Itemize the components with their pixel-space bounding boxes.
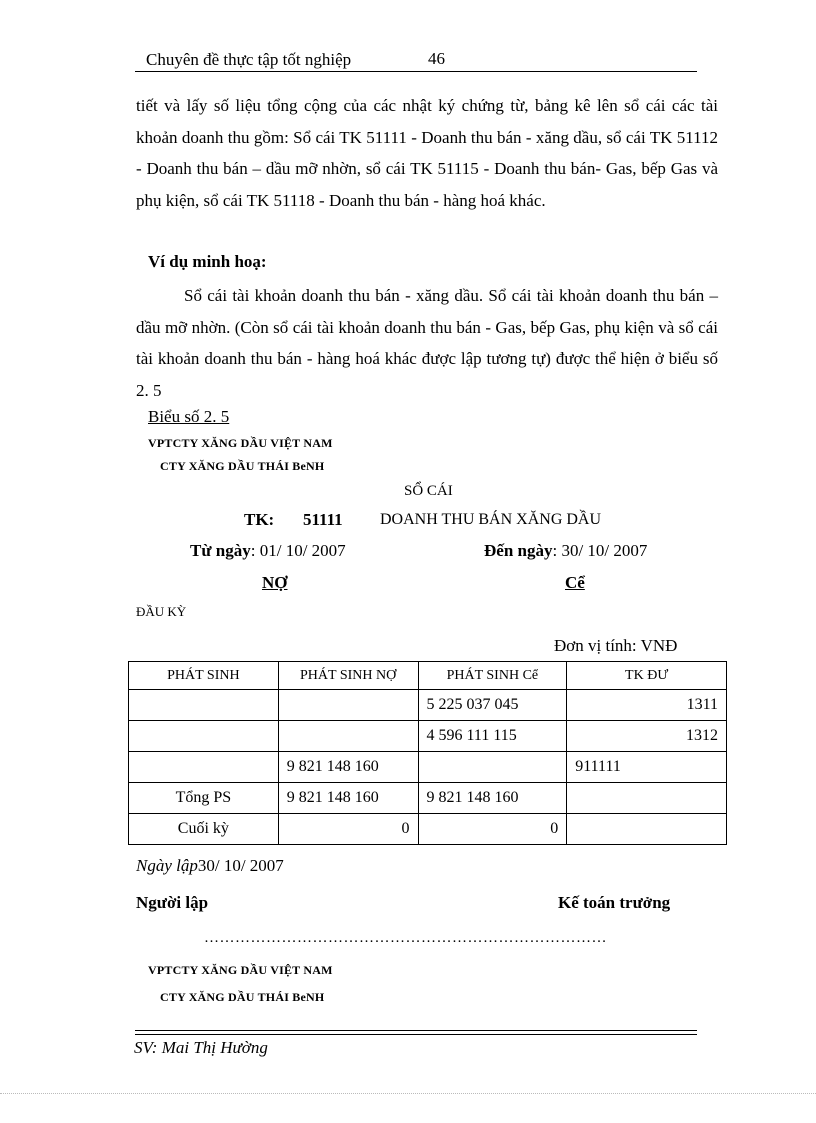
from-date-value: : 01/ 10/ 2007 [250, 541, 346, 560]
org-line-4: CTY XĂNG DẦU THÁI BeNH [160, 990, 325, 1004]
table-row [129, 783, 727, 814]
table-row [129, 721, 727, 752]
page-number: 46 [428, 49, 445, 68]
table-row [129, 752, 727, 783]
account-name: DOANH THU BÁN XĂNG DẦU [380, 511, 602, 528]
table-cell: 9 821 148 160 [418, 783, 567, 814]
table-header-row [129, 662, 727, 690]
paragraph-2: Sổ cái tài khoản doanh thu bán - xăng dầu. Sổ cái tài khoản doanh thu bán – dầu mỡ nhờn. (Còn sổ cái tài khoản doanh thu bán - Gas, bếp Gas, phụ kiện và sổ cái tài khoản doanh thu bán - hàng hoá khác được lập tương tự) được thể hiện ở biểu số 2. 5 [136, 286, 718, 400]
table-cell [567, 814, 727, 845]
preparer-label: Người lập [136, 893, 209, 912]
table-row [129, 690, 727, 721]
column-header: PHÁT SINH [129, 662, 279, 690]
table-cell: 1311 [567, 690, 727, 721]
to-date-value: : 30/ 10/ 2007 [552, 541, 648, 560]
org-line-2: CTY XĂNG DẦU THÁI BeNH [160, 459, 325, 473]
org-line-3: VPTCTY XĂNG DẦU VIỆT NAM [148, 963, 333, 977]
header-rule [135, 71, 697, 72]
footer-student: SV: Mai Thị Hường [134, 1038, 268, 1057]
table-cell [278, 721, 418, 752]
table-cell: 0 [278, 814, 418, 845]
date-made-value: 30/ 10/ 2007 [197, 856, 284, 875]
table-cell: 0 [418, 814, 567, 845]
example-title: Ví dụ minh hoạ: [148, 252, 267, 271]
paragraph-1: tiết và lấy số liệu tổng cộng của các nhật ký chứng từ, bảng kê lên sổ cái các tài khoản doanh thu gồm: Sổ cái TK 51111 - Doanh thu bán - xăng dầu, sổ cái TK 51112 - Doanh thu bán – dầu mỡ nhờn, sổ cái TK 51115 - Doanh thu bán- Gas, bếp Gas và phụ kiện, sổ cái TK 51118 - Doanh thu bán - hàng hoá khác. [136, 96, 718, 210]
debit-heading: NỢ [262, 573, 288, 592]
account-number: 51111 [303, 510, 343, 529]
table-cell [129, 721, 279, 752]
table-cell [567, 783, 727, 814]
table-cell: 9 821 148 160 [278, 752, 418, 783]
signature-dots: …………………………………………………………………… [204, 930, 607, 946]
footer-rule [135, 1034, 697, 1035]
from-date-label: Từ ngày [190, 541, 251, 560]
table-cell: 911111 [567, 752, 727, 783]
account-label: TK: [244, 510, 275, 529]
credit-heading: Cể [565, 573, 585, 592]
header-title: Chuyên đề thực tập tốt nghiệp [146, 50, 352, 69]
date-made [136, 856, 284, 876]
footer-rule [135, 1030, 697, 1031]
column-header: TK ĐƯ [567, 662, 727, 690]
org-line-1: VPTCTY XĂNG DẦU VIỆT NAM [148, 436, 333, 450]
page-bottom-divider [0, 1093, 816, 1094]
column-header: PHÁT SINH NỢ [278, 662, 418, 690]
currency-unit: Đơn vị tính: VNĐ [554, 636, 678, 655]
table-cell: 4 596 111 115 [418, 721, 567, 752]
to-date [484, 541, 647, 561]
table-cell [278, 690, 418, 721]
table-cell: 9 821 148 160 [278, 783, 418, 814]
opening-label: ĐẦU KỲ [136, 604, 187, 619]
table-cell: 5 225 037 045 [418, 690, 567, 721]
table-cell: 1312 [567, 721, 727, 752]
table-cell [418, 752, 567, 783]
to-date-label: Đến ngày [484, 541, 553, 560]
column-header: PHÁT SINH Cể [418, 662, 567, 690]
table-row [129, 814, 727, 845]
table-cell: Tổng PS [129, 783, 279, 814]
ledger-table [128, 661, 727, 845]
chief-accountant-label: Kế toán trưởng [558, 893, 671, 912]
table-cell [129, 690, 279, 721]
table-cell [129, 752, 279, 783]
form-caption: Biểu số 2. 5 [148, 407, 230, 426]
table-cell: Cuối kỳ [129, 814, 279, 845]
date-made-label: Ngày lập [136, 856, 198, 875]
from-date [190, 541, 346, 561]
ledger-title: SỔ CÁI [404, 483, 453, 499]
